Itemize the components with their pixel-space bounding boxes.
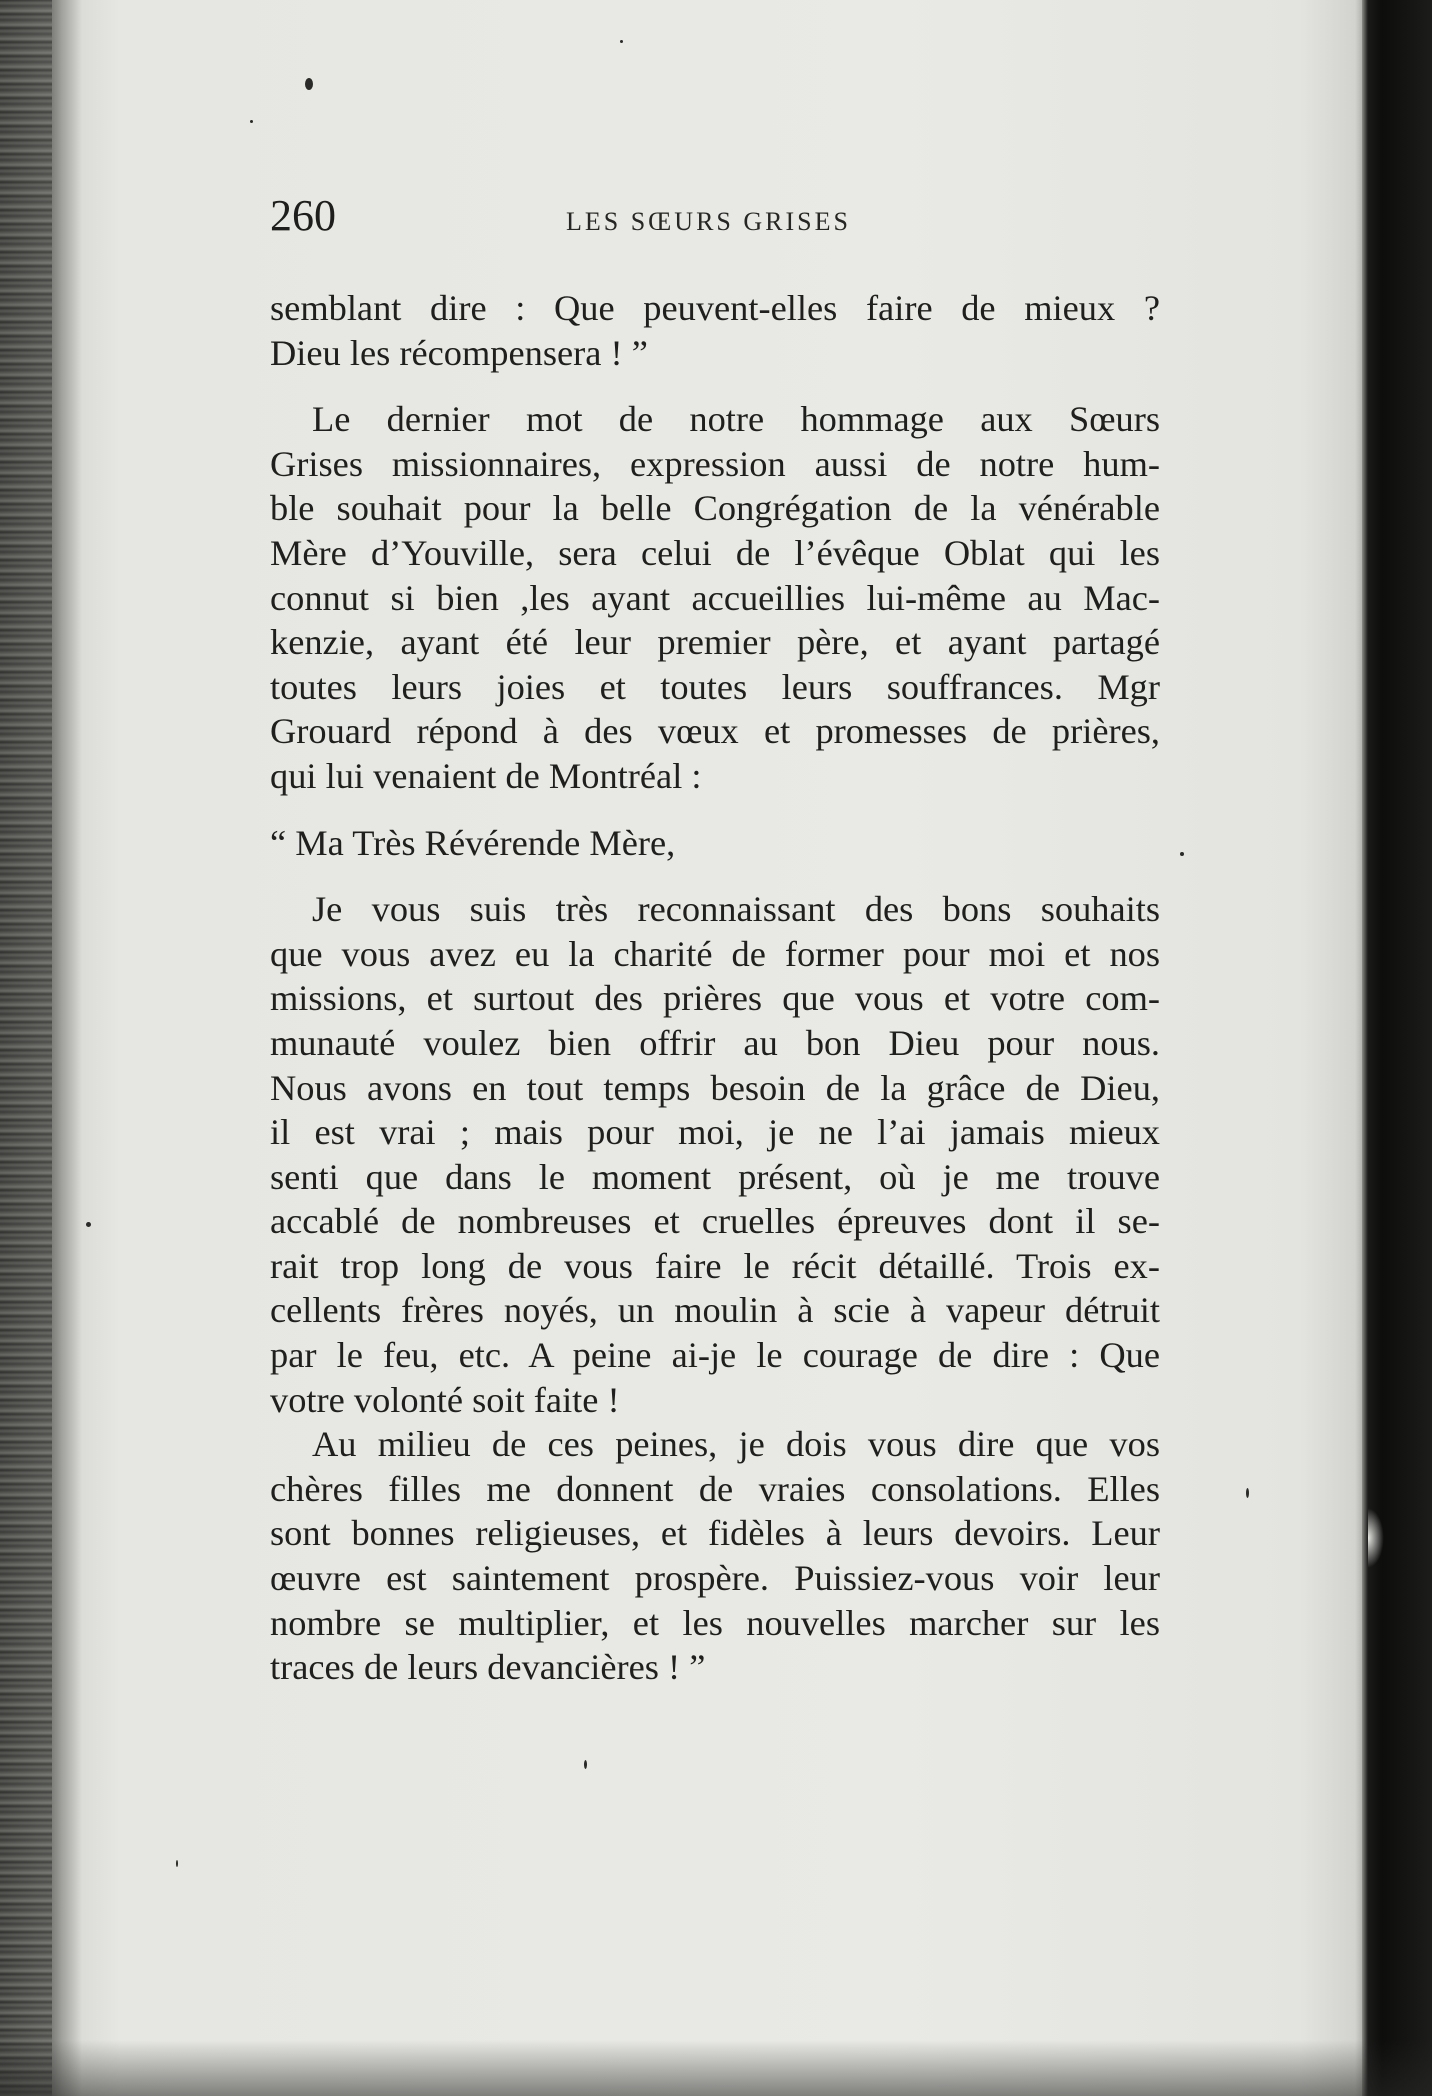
text-line: par le feu, etc. A peine ai-je le courage de dire : Que	[270, 1335, 1160, 1376]
text-line: Grouard répond à des vœux et promesses de prières,	[270, 711, 1160, 752]
page-body-text	[270, 286, 1160, 1690]
paragraph	[270, 1422, 1160, 1690]
text-line: Le dernier mot de notre hommage aux Sœurs	[312, 399, 1160, 440]
text-line: accablé de nombreuses et cruelles épreuves dont il se-	[270, 1201, 1160, 1242]
paragraph	[270, 397, 1160, 798]
text-line: il est vrai ; mais pour moi, je ne l’ai jamais mieux	[270, 1112, 1160, 1153]
text-line: rait trop long de vous faire le récit détaillé. Trois ex-	[270, 1245, 1160, 1286]
text-line: chères filles me donnent de vraies consolations. Elles	[270, 1468, 1160, 1509]
text-line: votre volonté soit faite !	[270, 1379, 620, 1420]
text-line: Dieu les récompensera ! ”	[270, 332, 648, 373]
text-line: Au milieu de ces peines, je dois vous dire que vos	[312, 1424, 1160, 1465]
text-line: qui lui venaient de Montréal :	[270, 755, 702, 796]
text-line: ble souhait pour la belle Congrégation de la vénérable	[270, 488, 1160, 529]
text-line: Je vous suis très reconnaissant des bons souhaits	[312, 889, 1160, 930]
text-line: connut si bien ,les ayant accueillies lui-même au Mac-	[270, 577, 1160, 618]
text-line: senti que dans le moment présent, où je me trouve	[270, 1156, 1160, 1197]
paragraph	[270, 887, 1160, 1422]
text-line: munauté voulez bien offrir au bon Dieu pour nous.	[270, 1022, 1160, 1063]
text-line: sont bonnes religieuses, et fidèles à leurs devoirs. Leur	[270, 1513, 1160, 1554]
text-line: cellents frères noyés, un moulin à scie à vapeur détruit	[270, 1290, 1160, 1331]
text-line: semblant dire : Que peuvent-elles faire de mieux ?	[270, 288, 1160, 328]
text-line: œuvre est saintement prospère. Puissiez-vous voir leur	[270, 1558, 1160, 1599]
text-line: Mère d’Youville, sera celui de l’évêque Oblat qui les	[270, 532, 1160, 573]
text-line: traces de leurs devancières ! ”	[270, 1647, 706, 1688]
text-line: “ Ma Très Révérende Mère,	[270, 822, 676, 863]
text-line: nombre se multiplier, et les nouvelles marcher sur les	[270, 1602, 1160, 1643]
text-line: Grises missionnaires, expression aussi de notre hum-	[270, 443, 1160, 484]
text-line: que vous avez eu la charité de former pour moi et nos	[270, 933, 1160, 974]
page-number: 260	[270, 191, 336, 240]
running-head-title: LES SŒURS GRISES	[566, 207, 851, 236]
paragraph-salutation	[270, 821, 1160, 866]
text-line: missions, et surtout des prières que vous et votre com-	[270, 978, 1160, 1019]
text-line: Nous avons en tout temps besoin de la grâce de Dieu,	[270, 1067, 1160, 1108]
paragraph	[270, 286, 1160, 375]
text-line: kenzie, ayant été leur premier père, et ayant partagé	[270, 622, 1160, 663]
text-line: toutes leurs joies et toutes leurs souffrances. Mgr	[270, 666, 1160, 707]
running-header	[270, 188, 1160, 248]
